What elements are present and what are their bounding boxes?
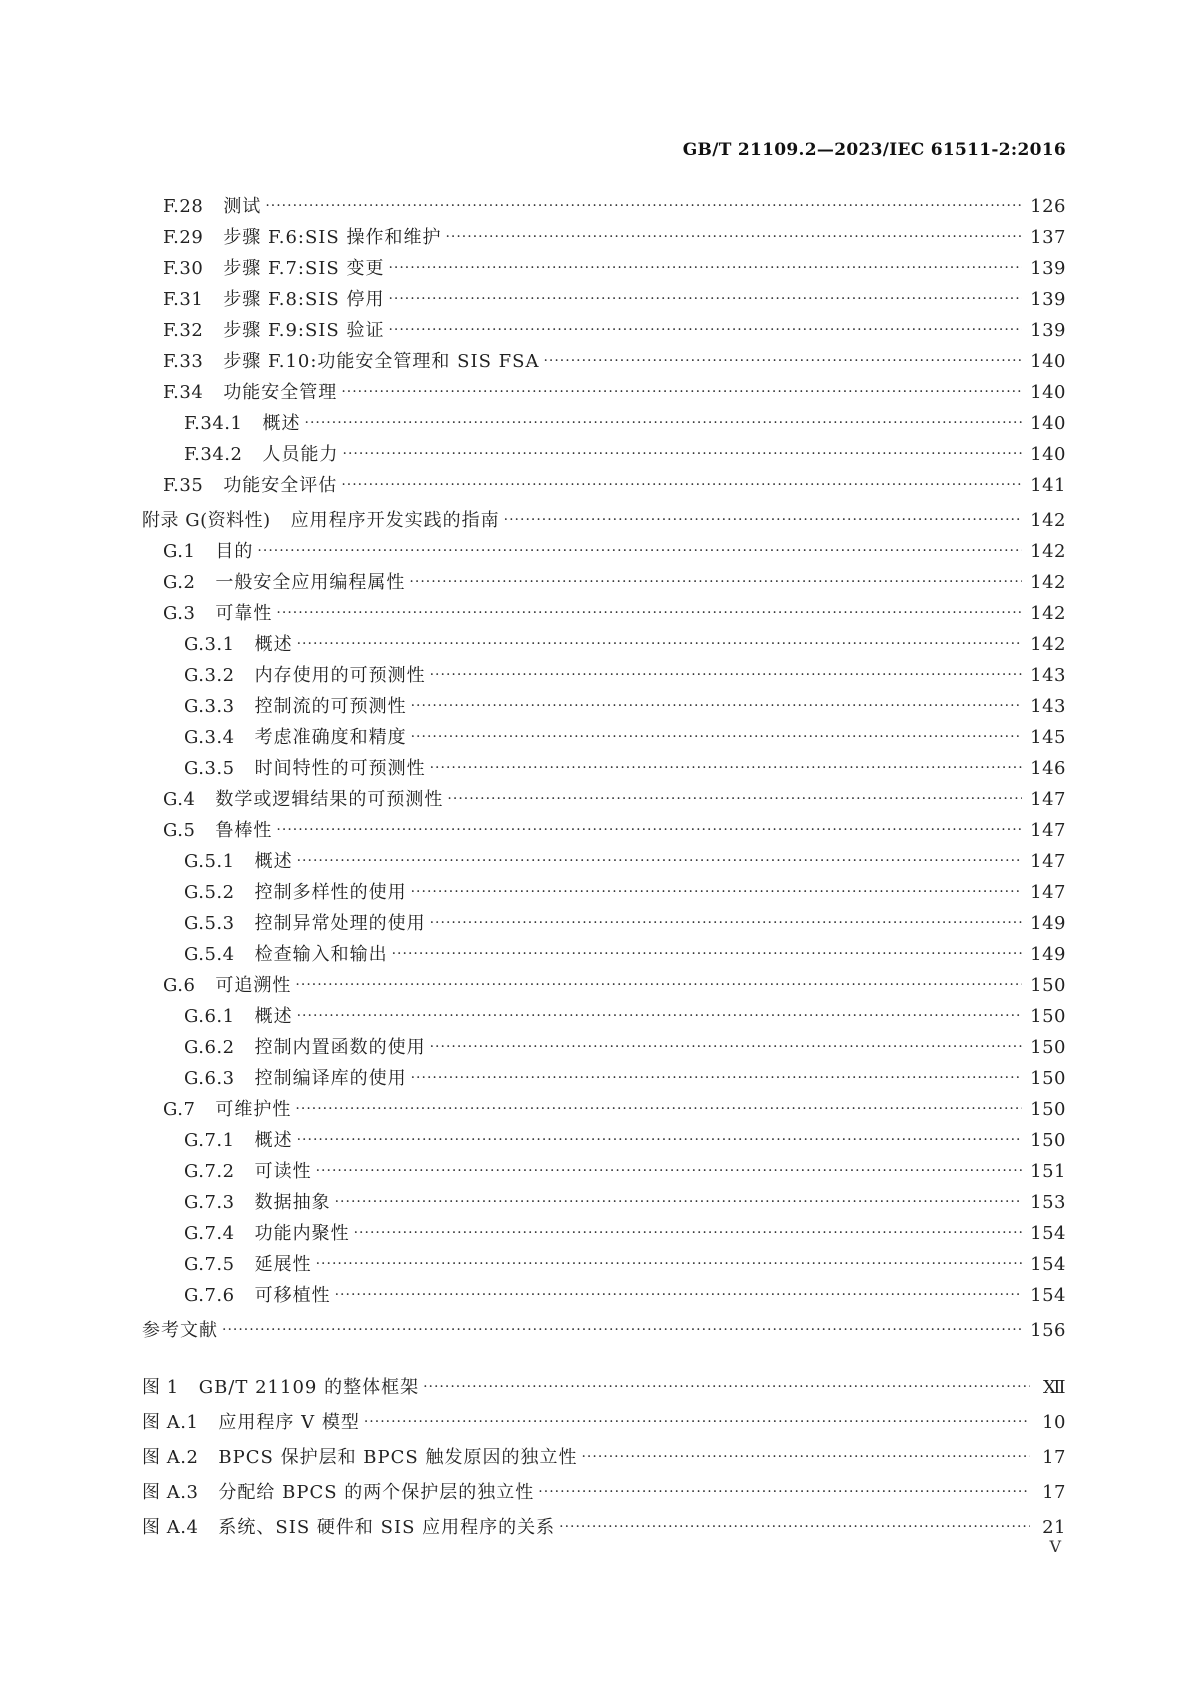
toc-entry[interactable] bbox=[142, 505, 1066, 536]
toc-entry-number: 图 1 bbox=[142, 1377, 179, 1398]
toc-entry[interactable] bbox=[142, 1063, 1066, 1094]
toc-entry-title: 时间特性的可预测性 bbox=[254, 758, 426, 779]
toc-entry-number: G.5.2 bbox=[184, 882, 235, 903]
toc-leader-dots bbox=[411, 691, 1023, 722]
toc-entry-number: G.5 bbox=[163, 820, 196, 841]
toc-entry-number: F.35 bbox=[163, 475, 204, 496]
toc-entry-page: 139 bbox=[1030, 258, 1066, 279]
toc-entry-number: F.28 bbox=[163, 196, 204, 217]
toc-entry-page: 140 bbox=[1030, 413, 1066, 434]
toc-leader-dots bbox=[297, 629, 1023, 660]
toc-entry-number: G.5.1 bbox=[184, 851, 235, 872]
toc-entry-number: G.3.3 bbox=[184, 696, 235, 717]
toc-entry-title: 考虑准确度和精度 bbox=[254, 727, 407, 748]
toc-entry-number: G.6.1 bbox=[184, 1006, 235, 1027]
toc-leader-dots bbox=[430, 1032, 1023, 1063]
toc-entry-page: 140 bbox=[1030, 382, 1066, 403]
toc-entry-number: G.7.4 bbox=[184, 1223, 235, 1244]
toc-entry-number: G.7.5 bbox=[184, 1254, 235, 1275]
toc-entry[interactable] bbox=[142, 377, 1066, 408]
toc-entry-page: 139 bbox=[1030, 320, 1066, 341]
toc-entry[interactable] bbox=[142, 1477, 1066, 1508]
toc-entry[interactable] bbox=[142, 284, 1066, 315]
toc-leader-dots bbox=[392, 939, 1023, 970]
toc-entry-title: 控制流的可预测性 bbox=[254, 696, 407, 717]
toc-entry-title: 可移植性 bbox=[254, 1285, 331, 1306]
toc-entry-page: 150 bbox=[1030, 1068, 1066, 1089]
toc-entry-page: 142 bbox=[1030, 572, 1066, 593]
toc-entry[interactable] bbox=[142, 536, 1066, 567]
toc-leader-dots bbox=[388, 253, 1022, 284]
toc-entry-page: 142 bbox=[1030, 510, 1066, 531]
toc-entry-number: G.1 bbox=[163, 541, 196, 562]
toc-entry[interactable] bbox=[142, 629, 1066, 660]
toc-entry-title: 功能安全管理 bbox=[223, 382, 338, 403]
toc-entry-title: 测试 bbox=[223, 196, 262, 217]
toc-leader-dots bbox=[411, 877, 1023, 908]
toc-entry-number: F.32 bbox=[163, 320, 204, 341]
toc-leader-dots bbox=[388, 315, 1022, 346]
toc-entry[interactable] bbox=[142, 1249, 1066, 1280]
toc-entry-title: 概述 bbox=[262, 413, 301, 434]
toc-entry-title: GB/T 21109 的整体框架 bbox=[198, 1377, 420, 1398]
toc-entry-page: 151 bbox=[1030, 1161, 1066, 1182]
toc-entry-title: 参考文献 bbox=[142, 1320, 218, 1341]
toc-entry[interactable] bbox=[142, 1094, 1066, 1125]
toc-entry[interactable] bbox=[142, 346, 1066, 377]
toc-entry-page: Ⅻ bbox=[1042, 1377, 1066, 1398]
toc-leader-dots bbox=[559, 1512, 1030, 1543]
toc-entry-number: 附录 G(资料性) bbox=[142, 510, 271, 531]
toc-entry[interactable] bbox=[142, 470, 1066, 501]
toc-entry[interactable] bbox=[142, 408, 1066, 439]
toc-entry-number: G.7.2 bbox=[184, 1161, 235, 1182]
toc-entry-title: 可追溯性 bbox=[215, 975, 292, 996]
toc-entry-page: 154 bbox=[1030, 1285, 1066, 1306]
toc-entry[interactable] bbox=[142, 1512, 1066, 1543]
toc-entry-title: 功能内聚性 bbox=[254, 1223, 350, 1244]
toc-entry[interactable] bbox=[142, 753, 1066, 784]
toc-entry-number: F.34.2 bbox=[184, 444, 243, 465]
toc-entry[interactable] bbox=[142, 1442, 1066, 1473]
toc-entry-page: 126 bbox=[1030, 196, 1066, 217]
toc-entry[interactable] bbox=[142, 784, 1066, 815]
toc-entry-page: 150 bbox=[1030, 1099, 1066, 1120]
toc-entry-title: 数据抽象 bbox=[254, 1192, 331, 1213]
toc-entry[interactable] bbox=[142, 877, 1066, 908]
toc-entry-title: 步骤 F.7:SIS 变更 bbox=[223, 258, 385, 279]
toc-leader-dots bbox=[341, 470, 1022, 501]
toc-leader-dots bbox=[295, 970, 1022, 1001]
toc-leader-dots bbox=[265, 191, 1022, 222]
toc-entry-page: 147 bbox=[1030, 820, 1066, 841]
toc-entry-number: G.3.1 bbox=[184, 634, 235, 655]
toc-entry-page: 137 bbox=[1030, 227, 1066, 248]
toc-entry-number: F.34.1 bbox=[184, 413, 243, 434]
toc-entry-number: G.7 bbox=[163, 1099, 196, 1120]
toc-leader-dots bbox=[411, 1063, 1023, 1094]
toc-leader-dots bbox=[257, 536, 1022, 567]
toc-leader-dots bbox=[430, 660, 1023, 691]
toc-entry-title: 概述 bbox=[254, 1130, 293, 1151]
toc-leader-dots bbox=[538, 1477, 1030, 1508]
toc-entry-title: 数学或逻辑结果的可预测性 bbox=[215, 789, 444, 810]
toc-entry-number: G.4 bbox=[163, 789, 196, 810]
toc-entry-title: 内存使用的可预测性 bbox=[254, 665, 426, 686]
toc-entry[interactable] bbox=[142, 1125, 1066, 1156]
toc-entry-number: G.7.1 bbox=[184, 1130, 235, 1151]
toc-entry-title: 应用程序 V 模型 bbox=[218, 1412, 360, 1433]
toc-entry-title: BPCS 保护层和 BPCS 触发原因的独立性 bbox=[218, 1447, 578, 1468]
toc-entry-number: F.34 bbox=[163, 382, 204, 403]
toc-entry-page: 139 bbox=[1030, 289, 1066, 310]
toc-leader-dots bbox=[276, 815, 1022, 846]
toc-entry-page: 154 bbox=[1030, 1254, 1066, 1275]
toc-entry-page: 142 bbox=[1030, 634, 1066, 655]
toc-entry-title: 鲁棒性 bbox=[215, 820, 273, 841]
page-folio: V bbox=[1049, 1537, 1061, 1556]
toc-entry-title: 延展性 bbox=[254, 1254, 312, 1275]
toc-leader-dots bbox=[409, 567, 1022, 598]
toc-entry-number: G.7.3 bbox=[184, 1192, 235, 1213]
toc-leader-dots bbox=[305, 408, 1023, 439]
toc-entry-number: G.2 bbox=[163, 572, 196, 593]
toc-entry-page: 154 bbox=[1030, 1223, 1066, 1244]
toc-entry-page: 142 bbox=[1030, 603, 1066, 624]
toc-entry[interactable] bbox=[142, 1001, 1066, 1032]
toc-entry-number: 图 A.3 bbox=[142, 1482, 199, 1503]
toc-entry-number: G.5.3 bbox=[184, 913, 235, 934]
toc-entry-number: G.6.3 bbox=[184, 1068, 235, 1089]
toc-leader-dots bbox=[364, 1407, 1030, 1438]
toc-entry-title: 步骤 F.9:SIS 验证 bbox=[223, 320, 385, 341]
toc-entry-number: G.3 bbox=[163, 603, 196, 624]
toc-leader-dots bbox=[222, 1315, 1022, 1346]
toc-entry-page: 147 bbox=[1030, 851, 1066, 872]
toc-entry[interactable] bbox=[142, 1156, 1066, 1187]
toc-leader-dots bbox=[388, 284, 1022, 315]
toc-entry[interactable] bbox=[142, 191, 1066, 222]
toc-leader-dots bbox=[343, 439, 1023, 470]
toc-leader-dots bbox=[543, 346, 1022, 377]
toc-entry[interactable] bbox=[142, 815, 1066, 846]
toc-entry[interactable] bbox=[142, 1032, 1066, 1063]
toc-leader-dots bbox=[276, 598, 1022, 629]
toc-leader-dots bbox=[504, 505, 1022, 536]
toc-entry-number: G.3.5 bbox=[184, 758, 235, 779]
toc-entry-number: G.7.6 bbox=[184, 1285, 235, 1306]
toc-entry-page: 17 bbox=[1042, 1482, 1066, 1503]
toc-entry-page: 147 bbox=[1030, 882, 1066, 903]
toc-entry[interactable] bbox=[142, 1407, 1066, 1438]
toc-entry-title: 可维护性 bbox=[215, 1099, 292, 1120]
toc-entry[interactable] bbox=[142, 1218, 1066, 1249]
toc-entry-number: G.3.2 bbox=[184, 665, 235, 686]
toc-entry-title: 系统、SIS 硬件和 SIS 应用程序的关系 bbox=[218, 1517, 556, 1538]
toc-entry[interactable] bbox=[142, 439, 1066, 470]
toc-leader-dots bbox=[297, 1125, 1023, 1156]
toc-leader-dots bbox=[341, 377, 1022, 408]
toc-entry-title: 概述 bbox=[254, 851, 293, 872]
toc-entry-page: 147 bbox=[1030, 789, 1066, 810]
toc-leader-dots bbox=[447, 784, 1022, 815]
toc-entry-number: G.6 bbox=[163, 975, 196, 996]
toc-entry-title: 人员能力 bbox=[262, 444, 339, 465]
toc-leader-dots bbox=[411, 722, 1023, 753]
toc-entry-title: 分配给 BPCS 的两个保护层的独立性 bbox=[218, 1482, 535, 1503]
toc-entry-number: G.6.2 bbox=[184, 1037, 235, 1058]
toc-entry-number: F.30 bbox=[163, 258, 204, 279]
toc-entry-title: 控制多样性的使用 bbox=[254, 882, 407, 903]
toc-entry-page: 150 bbox=[1030, 1130, 1066, 1151]
toc-entry-page: 150 bbox=[1030, 975, 1066, 996]
toc-entry[interactable] bbox=[142, 598, 1066, 629]
toc-entry-page: 156 bbox=[1030, 1320, 1066, 1341]
toc-entry-title: 控制编译库的使用 bbox=[254, 1068, 407, 1089]
toc-entry-title: 概述 bbox=[254, 1006, 293, 1027]
toc-entry-number: F.29 bbox=[163, 227, 204, 248]
toc-entry-title: 控制内置函数的使用 bbox=[254, 1037, 426, 1058]
toc-leader-dots bbox=[430, 908, 1023, 939]
toc-entry-title: 步骤 F.10:功能安全管理和 SIS FSA bbox=[223, 351, 540, 372]
toc-leader-dots bbox=[295, 1094, 1022, 1125]
toc-leader-dots bbox=[297, 1001, 1023, 1032]
toc-entry[interactable] bbox=[142, 939, 1066, 970]
toc-entry[interactable] bbox=[142, 691, 1066, 722]
toc-leader-dots bbox=[445, 222, 1022, 253]
toc-entry-title: 功能安全评估 bbox=[223, 475, 338, 496]
toc-leader-dots bbox=[316, 1156, 1023, 1187]
toc-entry-page: 150 bbox=[1030, 1006, 1066, 1027]
toc-entry[interactable] bbox=[142, 846, 1066, 877]
toc-entry-page: 150 bbox=[1030, 1037, 1066, 1058]
toc-entry-page: 140 bbox=[1030, 351, 1066, 372]
toc-entry[interactable] bbox=[142, 908, 1066, 939]
toc-entry-page: 145 bbox=[1030, 727, 1066, 748]
toc-entry-number: F.31 bbox=[163, 289, 204, 310]
toc-entry-page: 140 bbox=[1030, 444, 1066, 465]
toc-entry[interactable] bbox=[142, 1280, 1066, 1311]
toc-entry-title: 检查输入和输出 bbox=[254, 944, 388, 965]
toc-leader-dots bbox=[354, 1218, 1023, 1249]
toc-leader-dots bbox=[335, 1187, 1023, 1218]
toc-entry-page: 149 bbox=[1030, 944, 1066, 965]
toc-entry-title: 概述 bbox=[254, 634, 293, 655]
toc-entry[interactable] bbox=[142, 1187, 1066, 1218]
toc-leader-dots bbox=[335, 1280, 1023, 1311]
toc-entry-title: 控制异常处理的使用 bbox=[254, 913, 426, 934]
toc-entry-title: 应用程序开发实践的指南 bbox=[290, 510, 500, 531]
toc-leader-dots bbox=[297, 846, 1023, 877]
table-of-contents bbox=[142, 191, 1066, 1543]
toc-entry-title: 一般安全应用编程属性 bbox=[215, 572, 406, 593]
toc-entry-number: 图 A.4 bbox=[142, 1517, 199, 1538]
toc-entry-number: F.33 bbox=[163, 351, 204, 372]
toc-leader-dots bbox=[430, 753, 1023, 784]
standard-code-header: GB/T 21109.2—2023/IEC 61511-2:2016 bbox=[682, 140, 1066, 160]
toc-entry-page: 143 bbox=[1030, 665, 1066, 686]
toc-leader-dots bbox=[423, 1372, 1030, 1403]
toc-entry-number: 图 A.1 bbox=[142, 1412, 199, 1433]
toc-entry-title: 目的 bbox=[215, 541, 254, 562]
toc-entry-number: 图 A.2 bbox=[142, 1447, 199, 1468]
toc-leader-dots bbox=[316, 1249, 1023, 1280]
toc-entry-page: 17 bbox=[1042, 1447, 1066, 1468]
toc-entry-title: 可靠性 bbox=[215, 603, 273, 624]
toc-entry-number: G.3.4 bbox=[184, 727, 235, 748]
toc-entry-page: 142 bbox=[1030, 541, 1066, 562]
toc-entry-title: 步骤 F.8:SIS 停用 bbox=[223, 289, 385, 310]
toc-entry[interactable] bbox=[142, 315, 1066, 346]
toc-entry[interactable] bbox=[142, 722, 1066, 753]
toc-entry[interactable] bbox=[142, 1315, 1066, 1346]
toc-entry[interactable] bbox=[142, 222, 1066, 253]
toc-entry[interactable] bbox=[142, 1372, 1066, 1403]
toc-entry-page: 10 bbox=[1042, 1412, 1066, 1433]
toc-entry-page: 21 bbox=[1042, 1517, 1066, 1538]
toc-entry-number: G.5.4 bbox=[184, 944, 235, 965]
toc-entry-page: 146 bbox=[1030, 758, 1066, 779]
toc-entry-page: 141 bbox=[1030, 475, 1066, 496]
toc-entry-page: 153 bbox=[1030, 1192, 1066, 1213]
toc-entry[interactable] bbox=[142, 660, 1066, 691]
toc-entry-page: 149 bbox=[1030, 913, 1066, 934]
toc-entry-title: 可读性 bbox=[254, 1161, 312, 1182]
toc-entry[interactable] bbox=[142, 567, 1066, 598]
toc-entry[interactable] bbox=[142, 253, 1066, 284]
toc-entry[interactable] bbox=[142, 970, 1066, 1001]
toc-entry-page: 143 bbox=[1030, 696, 1066, 717]
toc-entry-title: 步骤 F.6:SIS 操作和维护 bbox=[223, 227, 442, 248]
toc-leader-dots bbox=[581, 1442, 1030, 1473]
